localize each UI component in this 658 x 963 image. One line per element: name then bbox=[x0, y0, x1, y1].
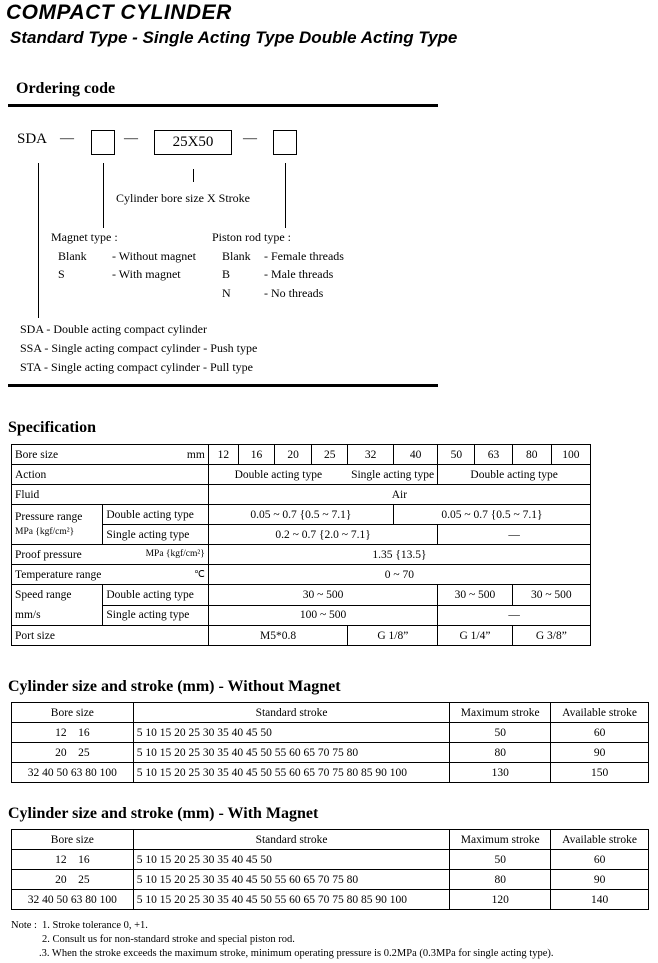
proof-pressure-label: Proof pressure bbox=[15, 548, 82, 561]
action-single: Single acting type bbox=[348, 465, 438, 485]
speed-double-b: 30 ~ 500 bbox=[438, 585, 512, 606]
bore-size-label: Bore size bbox=[15, 448, 59, 461]
fluid-value: Air bbox=[208, 485, 590, 505]
temp-range-label: Temperature range bbox=[15, 568, 102, 581]
col-bore-size: Bore size bbox=[12, 830, 134, 850]
rod-code-blank: Blank bbox=[222, 249, 251, 263]
type-sda: SDA - Double acting compact cylinder bbox=[20, 322, 207, 336]
rod-code-b: B bbox=[222, 267, 231, 281]
table-row bbox=[12, 743, 649, 763]
bore-100: 100 bbox=[551, 445, 590, 465]
pressure-single-label: Single acting type bbox=[103, 525, 208, 545]
pressure-double-a: 0.05 ~ 0.7 {0.5 ~ 7.1} bbox=[208, 505, 393, 525]
avail-cell: 150 bbox=[551, 763, 649, 783]
proof-pressure-value: 1.35 {13.5} bbox=[208, 545, 590, 565]
type-sta: STA - Single acting compact cylinder - Pull type bbox=[20, 360, 253, 374]
temp-range-unit: ℃ bbox=[194, 569, 205, 580]
bore-stroke-label: Cylinder bore size X Stroke bbox=[116, 191, 250, 205]
without-magnet-table bbox=[11, 702, 649, 783]
table-row bbox=[12, 723, 649, 743]
ordering-dash-3: — bbox=[243, 131, 257, 146]
magnet-code-box bbox=[91, 130, 115, 155]
bore-cell: 12 16 bbox=[12, 723, 134, 743]
pressure-range-cell bbox=[12, 505, 103, 545]
rod-desc-blank: - Female threads bbox=[264, 249, 344, 263]
col-bore-size: Bore size bbox=[12, 703, 134, 723]
spec-row-temp bbox=[12, 565, 591, 585]
with-magnet-header-row bbox=[12, 830, 649, 850]
spec-heading: Specification bbox=[8, 419, 96, 436]
page-subtitle: Standard Type - Single Acting Type Double Acting Type bbox=[10, 28, 458, 47]
temp-range-cell bbox=[12, 565, 209, 585]
rod-connector bbox=[285, 163, 286, 228]
pressure-range-label: Pressure range bbox=[15, 510, 83, 523]
port-size-g38: G 3/8” bbox=[512, 626, 590, 646]
col-maximum-stroke: Maximum stroke bbox=[450, 703, 551, 723]
avail-cell: 90 bbox=[551, 870, 649, 890]
avail-cell: 60 bbox=[551, 850, 649, 870]
speed-single-a: 100 ~ 500 bbox=[208, 605, 437, 626]
pressure-single-b: — bbox=[438, 525, 591, 545]
rod-desc-n: - No threads bbox=[264, 286, 324, 300]
col-available-stroke: Available stroke bbox=[551, 830, 649, 850]
speed-range-unit: mm/s bbox=[15, 609, 41, 621]
note-3: .3. When the stroke exceeds the maximum stroke, minimum operating pressure is 0.2MPa (0.3MPa for single acting type). bbox=[39, 948, 554, 959]
table-row bbox=[12, 763, 649, 783]
magnet-connector bbox=[103, 163, 104, 228]
bore-40: 40 bbox=[393, 445, 437, 465]
table-row bbox=[12, 850, 649, 870]
table-row bbox=[12, 890, 649, 910]
spec-row-bore bbox=[12, 445, 591, 465]
col-maximum-stroke: Maximum stroke bbox=[450, 830, 551, 850]
action-double-b: Double acting type bbox=[438, 465, 591, 485]
speed-single-label: Single acting type bbox=[103, 605, 208, 626]
ordering-dash-1: — bbox=[60, 131, 74, 146]
speed-range-label: Speed range bbox=[15, 589, 72, 601]
rod-type-title: Piston rod type : bbox=[212, 230, 292, 244]
bore-80: 80 bbox=[512, 445, 551, 465]
bore-size-cell bbox=[12, 445, 209, 465]
avail-cell: 140 bbox=[551, 890, 649, 910]
magnet-type-title: Magnet type : bbox=[51, 230, 118, 244]
magnet-code-s: S bbox=[58, 267, 65, 281]
action-double-a: Double acting type bbox=[208, 465, 348, 485]
bore-12: 12 bbox=[208, 445, 238, 465]
magnet-desc-s: - With magnet bbox=[112, 267, 181, 281]
pressure-double-b: 0.05 ~ 0.7 {0.5 ~ 7.1} bbox=[393, 505, 590, 525]
page-title: COMPACT CYLINDER bbox=[6, 1, 232, 24]
speed-range-cell bbox=[12, 585, 103, 626]
spec-row-port bbox=[12, 626, 591, 646]
without-magnet-heading: Cylinder size and stroke (mm) - Without Magnet bbox=[8, 678, 341, 695]
port-size-g18: G 1/8” bbox=[348, 626, 438, 646]
proof-pressure-unit: MPa {kgf/cm²} bbox=[145, 548, 205, 559]
bore-cell: 32 40 50 63 80 100 bbox=[12, 890, 134, 910]
action-label: Action bbox=[12, 465, 209, 485]
max-cell: 80 bbox=[450, 870, 551, 890]
table-row bbox=[12, 870, 649, 890]
with-magnet-heading: Cylinder size and stroke (mm) - With Magnet bbox=[8, 805, 319, 822]
bore-cell: 20 25 bbox=[12, 870, 134, 890]
col-standard-stroke: Standard stroke bbox=[133, 830, 450, 850]
spec-row-proof bbox=[12, 545, 591, 565]
avail-cell: 90 bbox=[551, 743, 649, 763]
bore-cell: 20 25 bbox=[12, 743, 134, 763]
temp-range-value: 0 ~ 70 bbox=[208, 565, 590, 585]
port-size-label: Port size bbox=[12, 626, 209, 646]
rod-code-box bbox=[273, 130, 297, 155]
speed-double-label: Double acting type bbox=[103, 585, 208, 606]
port-size-g14: G 1/4” bbox=[438, 626, 512, 646]
stroke-cell: 5 10 15 20 25 30 35 40 45 50 55 60 65 70 75 80 bbox=[133, 743, 450, 763]
note-1: 1. Stroke tolerance 0, +1. bbox=[42, 920, 148, 931]
stroke-cell: 5 10 15 20 25 30 35 40 45 50 55 60 65 70 75 80 bbox=[133, 870, 450, 890]
bore-stroke-box: 25X50 bbox=[154, 130, 232, 155]
speed-double-a: 30 ~ 500 bbox=[208, 585, 437, 606]
ordering-dash-2: — bbox=[124, 131, 138, 146]
bore-20: 20 bbox=[275, 445, 312, 465]
max-cell: 50 bbox=[450, 723, 551, 743]
spec-row-action bbox=[12, 465, 591, 485]
rod-code-n: N bbox=[222, 286, 231, 300]
speed-single-b: — bbox=[438, 605, 591, 626]
stroke-cell: 5 10 15 20 25 30 35 40 45 50 55 60 65 70 75 80 85 90 100 bbox=[133, 890, 450, 910]
port-size-m5: M5*0.8 bbox=[208, 626, 348, 646]
ordering-bottom-rule bbox=[8, 384, 438, 387]
ordering-top-rule bbox=[8, 104, 438, 107]
without-magnet-header-row bbox=[12, 703, 649, 723]
col-standard-stroke: Standard stroke bbox=[133, 703, 450, 723]
ordering-heading: Ordering code bbox=[16, 80, 116, 97]
type-ssa: SSA - Single acting compact cylinder - Push type bbox=[20, 341, 258, 355]
ordering-prefix: SDA bbox=[17, 131, 48, 147]
col-available-stroke: Available stroke bbox=[551, 703, 649, 723]
bore-16: 16 bbox=[238, 445, 274, 465]
speed-double-c: 30 ~ 500 bbox=[512, 585, 590, 606]
fluid-label: Fluid bbox=[12, 485, 209, 505]
pressure-range-unit: MPa {kgf/cm²} bbox=[15, 526, 75, 537]
max-cell: 120 bbox=[450, 890, 551, 910]
note-label: Note : bbox=[11, 920, 37, 931]
bore-32: 32 bbox=[348, 445, 394, 465]
rod-desc-b: - Male threads bbox=[264, 267, 334, 281]
magnet-code-blank: Blank bbox=[58, 249, 87, 263]
note-2: 2. Consult us for non-standard stroke and special piston rod. bbox=[42, 934, 295, 945]
max-cell: 80 bbox=[450, 743, 551, 763]
bore-cell: 32 40 50 63 80 100 bbox=[12, 763, 134, 783]
pressure-double-label: Double acting type bbox=[103, 505, 208, 525]
with-magnet-table bbox=[11, 829, 649, 910]
bore-50: 50 bbox=[438, 445, 475, 465]
avail-cell: 60 bbox=[551, 723, 649, 743]
max-cell: 50 bbox=[450, 850, 551, 870]
stroke-cell: 5 10 15 20 25 30 35 40 45 50 55 60 65 70 75 80 85 90 100 bbox=[133, 763, 450, 783]
spec-table bbox=[11, 444, 591, 646]
stroke-cell: 5 10 15 20 25 30 35 40 45 50 bbox=[133, 850, 450, 870]
bore-25: 25 bbox=[312, 445, 348, 465]
proof-pressure-cell bbox=[12, 545, 209, 565]
bore-connector bbox=[193, 169, 194, 182]
pressure-single-a: 0.2 ~ 0.7 {2.0 ~ 7.1} bbox=[208, 525, 437, 545]
max-cell: 130 bbox=[450, 763, 551, 783]
bore-cell: 12 16 bbox=[12, 850, 134, 870]
spec-row-speed-double bbox=[12, 585, 591, 606]
spec-row-pressure-double bbox=[12, 505, 591, 525]
bore-size-unit: mm bbox=[186, 448, 205, 461]
bore-63: 63 bbox=[475, 445, 512, 465]
spec-row-fluid bbox=[12, 485, 591, 505]
stroke-cell: 5 10 15 20 25 30 35 40 45 50 bbox=[133, 723, 450, 743]
magnet-desc-blank: - Without magnet bbox=[112, 249, 196, 263]
type-connector bbox=[38, 163, 39, 318]
